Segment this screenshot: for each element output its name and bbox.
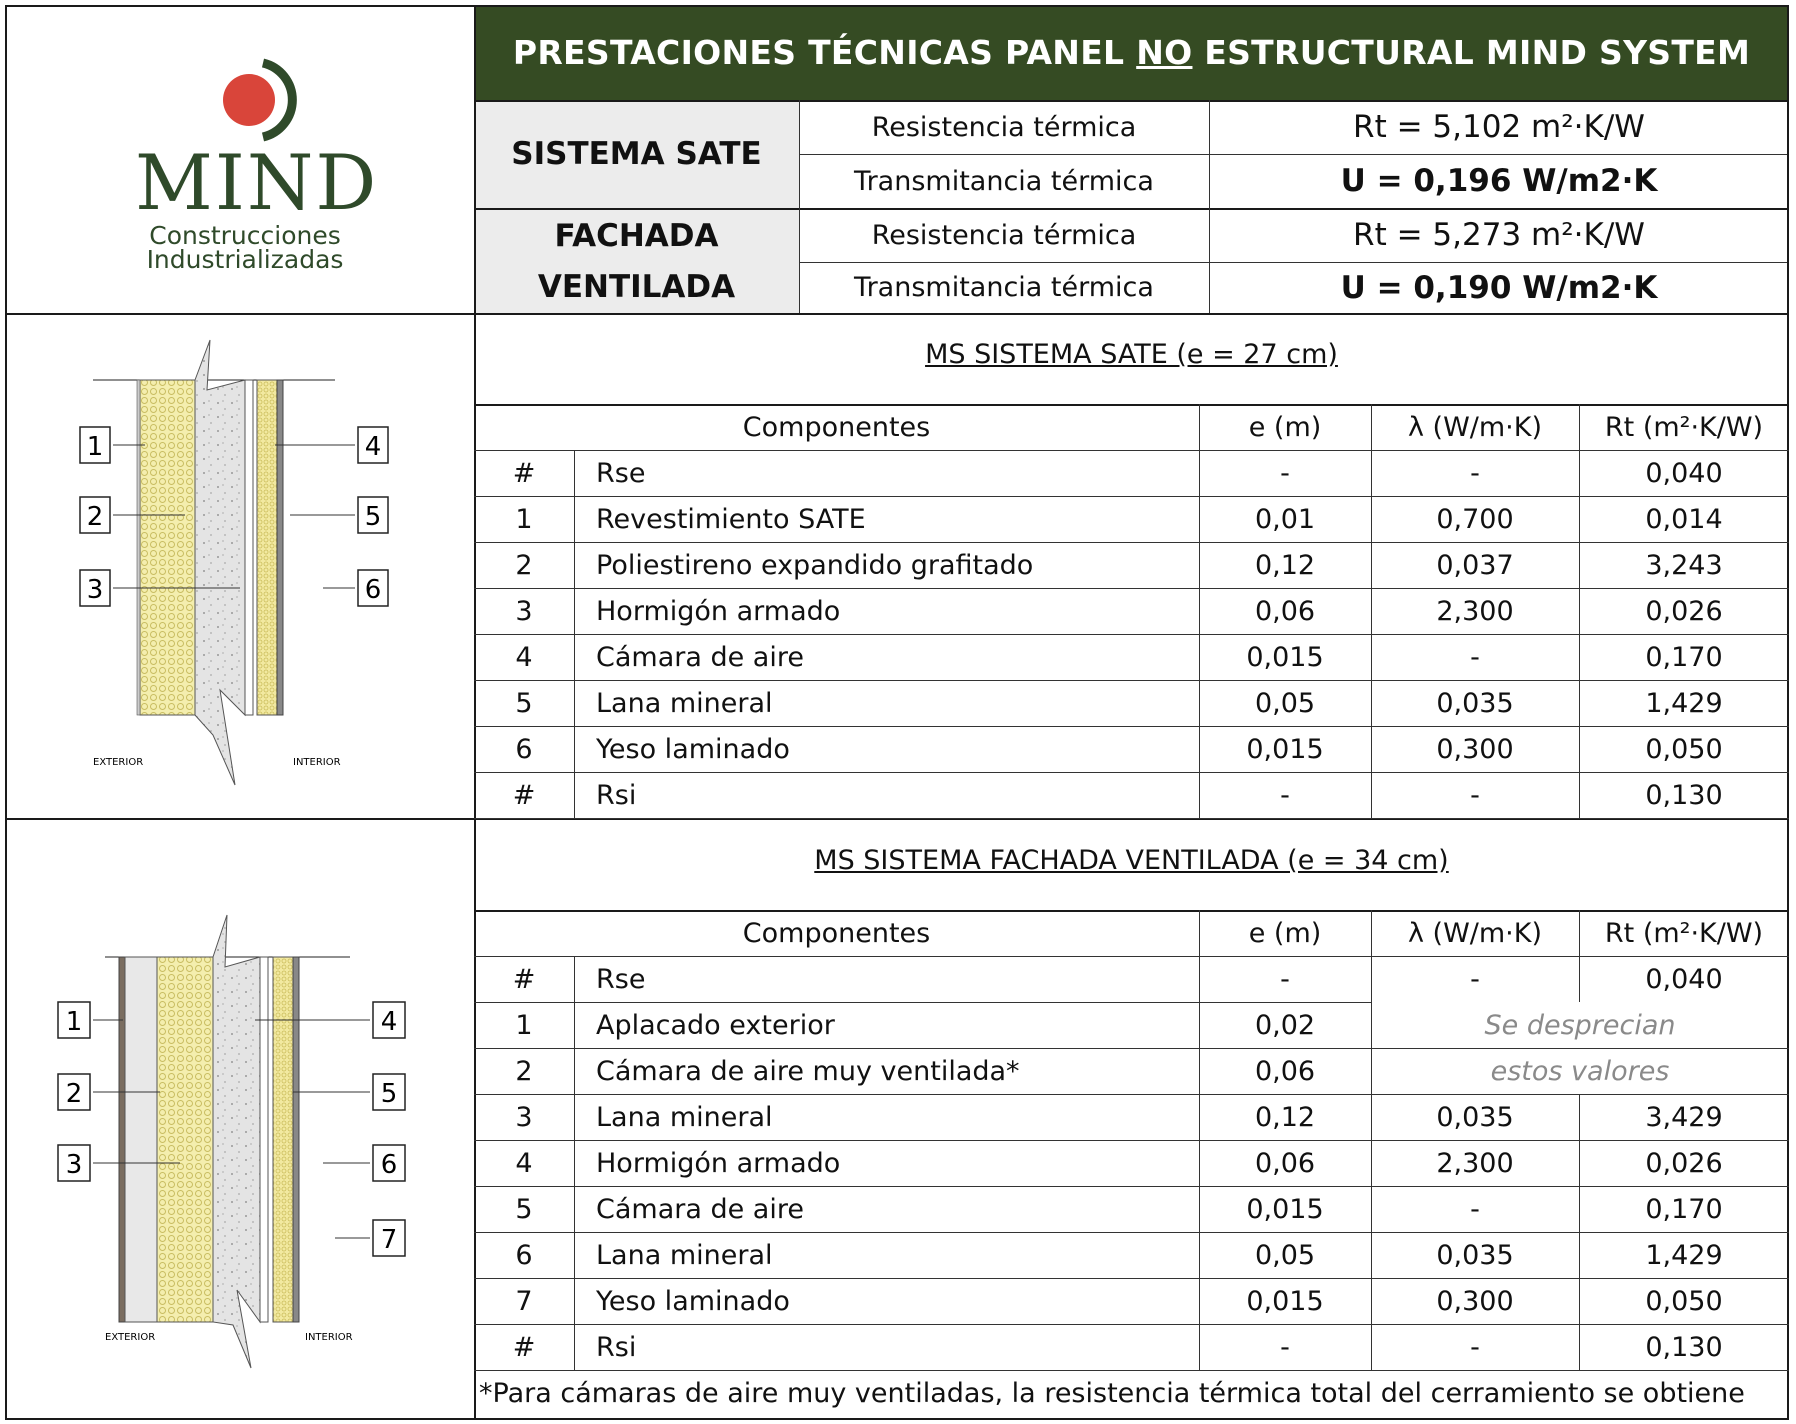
line (474, 542, 1789, 543)
table-cell-rt: 1,429 (1645, 687, 1723, 719)
table-cell-rt: 0,050 (1645, 733, 1723, 765)
table-cell-lambda: - (1470, 963, 1480, 995)
table-cell-name: Rsi (596, 779, 637, 811)
table-cell-e: 0,02 (1254, 1009, 1316, 1041)
summary-fachada-trans-label: Transmitancia térmica (854, 272, 1154, 303)
summary-sate-res-label: Resistencia térmica (871, 111, 1137, 143)
table-cell-lambda: 0,037 (1436, 549, 1514, 581)
table-cell-name: Yeso laminado (596, 733, 790, 765)
title-pre: PRESTACIONES TÉCNICAS PANEL (512, 33, 1125, 72)
table-cell-n: 5 (515, 687, 533, 719)
table-cell-e: 0,06 (1254, 1055, 1316, 1087)
header-rt: Rt (m²·K/W) (1604, 917, 1764, 949)
table-sate-caption: MS SISTEMA SATE (e = 27 cm) (925, 339, 1338, 370)
summary-fachada-label-1: FACHADA (554, 218, 719, 254)
logo-brand: MIND (135, 138, 379, 227)
table-cell-n: # (512, 1331, 536, 1363)
table-cell-rt: 0,130 (1645, 1331, 1723, 1363)
line (474, 956, 1789, 957)
table-cell-n: 4 (515, 641, 533, 673)
table-cell-n: 3 (515, 1101, 533, 1133)
header-components: Componentes (742, 411, 931, 443)
table-cell-lambda: - (1470, 1193, 1480, 1225)
diagram-sate-exterior-label: EXTERIOR (93, 757, 144, 768)
table-cell-n: 6 (515, 733, 533, 765)
line (1579, 910, 1580, 1002)
table-cell-lambda: 0,035 (1436, 1239, 1514, 1271)
table-cell-n: # (512, 963, 536, 995)
table-fachada (474, 910, 1789, 1370)
table-cell-e: 0,05 (1254, 1239, 1316, 1271)
table-cell-lambda: 0,300 (1436, 733, 1514, 765)
table-cell-name: Revestimiento SATE (596, 503, 866, 535)
diagram-fachada-callout-5: 5 (380, 1079, 398, 1109)
line (474, 634, 1789, 635)
diagram-fachada-callout-2: 2 (65, 1079, 83, 1109)
diagram-sate-interior-label: INTERIOR (293, 757, 341, 768)
diagram-sate-callout-6: 6 (364, 575, 382, 605)
line (1579, 404, 1580, 818)
summary-fachada-trans-value: U = 0,190 W/m2·K (1340, 269, 1658, 306)
line (574, 956, 575, 1370)
table-cell-n: 2 (515, 1055, 533, 1087)
table-cell-lambda: 2,300 (1436, 1147, 1514, 1179)
line (574, 450, 575, 818)
table-cell-rt: 0,040 (1645, 457, 1723, 489)
line (1579, 1094, 1580, 1370)
table-cell-lambda: 0,035 (1436, 687, 1514, 719)
table-fachada-caption: MS SISTEMA FACHADA VENTILADA (e = 34 cm) (814, 845, 1449, 876)
table-cell-e: 0,06 (1254, 595, 1316, 627)
table-cell-rt: 3,243 (1645, 549, 1723, 581)
table-cell-name: Cámara de aire (596, 641, 804, 673)
header-components: Componentes (742, 917, 931, 949)
table-cell-name: Aplacado exterior (596, 1009, 835, 1041)
merged-note-line2: estos valores (1490, 1055, 1670, 1087)
merged-note-line1: Se desprecian (1484, 1009, 1676, 1041)
line (1371, 910, 1372, 1370)
table-cell-e: 0,015 (1246, 641, 1324, 673)
line (474, 1186, 1789, 1187)
table-cell-rt: 0,130 (1645, 779, 1723, 811)
technical-sheet (5, 5, 1789, 1420)
table-cell-n: 1 (515, 1009, 533, 1041)
table-cell-name: Lana mineral (596, 1101, 773, 1133)
table-cell-name: Hormigón armado (596, 595, 841, 627)
table-cell-lambda: 0,700 (1436, 503, 1514, 535)
table-cell-name: Rse (596, 963, 646, 995)
table-cell-rt: 1,429 (1645, 1239, 1723, 1271)
header-rt: Rt (m²·K/W) (1604, 411, 1764, 443)
diagram-sate (5, 315, 474, 818)
line (474, 772, 1789, 773)
diagram-sate-callout-4: 4 (364, 432, 382, 462)
table-cell-lambda: 2,300 (1436, 595, 1514, 627)
diagram-fachada-callout-4: 4 (380, 1007, 398, 1037)
table-cell-e: - (1280, 779, 1290, 811)
diagram-fachada-exterior-label: EXTERIOR (105, 1332, 156, 1343)
diagram-sate-callout-1: 1 (86, 432, 104, 462)
table-cell-name: Cámara de aire (596, 1193, 804, 1225)
table-cell-n: # (512, 457, 536, 489)
diagram-sate-callout-5: 5 (364, 502, 382, 532)
line (474, 450, 1789, 451)
table-cell-lambda: 0,035 (1436, 1101, 1514, 1133)
table-sate (474, 404, 1789, 818)
summary-sate-label: SISTEMA SATE (511, 136, 762, 172)
summary-fachada-label-2: VENTILADA (537, 269, 736, 305)
table-cell-e: - (1280, 457, 1290, 489)
logo-line2: Industrializadas (146, 245, 344, 274)
header-e: e (m) (1248, 411, 1322, 443)
line (474, 680, 1789, 681)
table-cell-rt: 0,014 (1645, 503, 1723, 535)
table-cell-name: Yeso laminado (596, 1285, 790, 1317)
table-cell-e: 0,06 (1254, 1147, 1316, 1179)
table-cell-e: 0,12 (1254, 549, 1316, 581)
line (474, 1002, 1371, 1003)
table-cell-name: Hormigón armado (596, 1147, 841, 1179)
table-cell-rt: 0,170 (1645, 1193, 1723, 1225)
table-cell-e: - (1280, 1331, 1290, 1363)
table-cell-e: - (1280, 963, 1290, 995)
line (474, 588, 1789, 589)
header-lambda: λ (W/m·K) (1407, 917, 1542, 949)
table-cell-rt: 0,026 (1645, 1147, 1723, 1179)
table-cell-rt: 0,050 (1645, 1285, 1723, 1317)
table-cell-n: 3 (515, 595, 533, 627)
line (1199, 910, 1200, 1370)
table-cell-n: 6 (515, 1239, 533, 1271)
table-cell-e: 0,015 (1246, 733, 1324, 765)
table-cell-name: Rse (596, 457, 646, 489)
table-cell-n: 2 (515, 549, 533, 581)
line (474, 726, 1789, 727)
title-underlined: NO (1136, 33, 1193, 72)
line (474, 496, 1789, 497)
diagram-fachada-callout-3: 3 (65, 1150, 83, 1180)
diagram-fachada-callout-7: 7 (380, 1225, 398, 1255)
summary-sate-trans-label: Transmitancia térmica (854, 165, 1154, 197)
table-cell-rt: 0,040 (1645, 963, 1723, 995)
table-cell-e: 0,05 (1254, 687, 1316, 719)
logo-line1: Construcciones (149, 221, 341, 250)
table-cell-e: 0,01 (1254, 503, 1316, 535)
table-cell-lambda: - (1470, 779, 1480, 811)
table-cell-lambda: - (1470, 1331, 1480, 1363)
header-e: e (m) (1248, 917, 1322, 949)
line (474, 1094, 1789, 1095)
table-cell-n: 5 (515, 1193, 533, 1225)
diagram-fachada-interior-label: INTERIOR (305, 1332, 353, 1343)
table-cell-n: # (512, 779, 536, 811)
line (474, 1324, 1789, 1325)
line (474, 1278, 1789, 1279)
line (474, 404, 1789, 406)
table-cell-rt: 0,170 (1645, 641, 1723, 673)
footnote: *Para cámaras de aire muy ventiladas, la resistencia térmica total del cerramiento se obtiene (479, 1377, 1745, 1409)
table-cell-name: Cámara de aire muy ventilada* (596, 1055, 1020, 1087)
line (474, 818, 1789, 819)
table-cell-n: 7 (515, 1285, 533, 1317)
table-cell-lambda: 0,300 (1436, 1285, 1514, 1317)
table-cell-e: 0,12 (1254, 1101, 1316, 1133)
summary-fachada-res-label: Resistencia térmica (871, 219, 1137, 251)
table-cell-name: Lana mineral (596, 1239, 773, 1271)
table-cell-n: 1 (515, 503, 533, 535)
table-cell-e: 0,015 (1246, 1285, 1324, 1317)
table-cell-lambda: - (1470, 457, 1480, 489)
table-cell-n: 4 (515, 1147, 533, 1179)
line (1199, 404, 1200, 818)
line (474, 1232, 1789, 1233)
table-cell-rt: 3,429 (1645, 1101, 1723, 1133)
line (474, 910, 1789, 912)
diagram-sate-callout-2: 2 (86, 502, 104, 532)
header-lambda: λ (W/m·K) (1407, 411, 1542, 443)
summary-fachada-res-value: Rt = 5,273 m²·K/W (1353, 217, 1645, 253)
line (474, 1140, 1789, 1141)
table-cell-name: Poliestireno expandido grafitado (596, 549, 1034, 581)
line (1371, 404, 1372, 818)
table-cell-lambda: - (1470, 641, 1480, 673)
table-cell-e: 0,015 (1246, 1193, 1324, 1225)
summary-sate-trans-value: U = 0,196 W/m2·K (1340, 163, 1658, 199)
table-cell-name: Rsi (596, 1331, 637, 1363)
diagram-fachada-callout-6: 6 (380, 1150, 398, 1180)
title-post: ESTRUCTURAL MIND SYSTEM (1204, 33, 1751, 72)
diagram-fachada-callout-1: 1 (65, 1007, 83, 1037)
summary-sate-res-value: Rt = 5,102 m²·K/W (1353, 109, 1645, 145)
table-cell-name: Lana mineral (596, 687, 773, 719)
diagram-fachada (5, 820, 474, 1410)
diagram-sate-callout-3: 3 (86, 575, 104, 605)
table-cell-rt: 0,026 (1645, 595, 1723, 627)
